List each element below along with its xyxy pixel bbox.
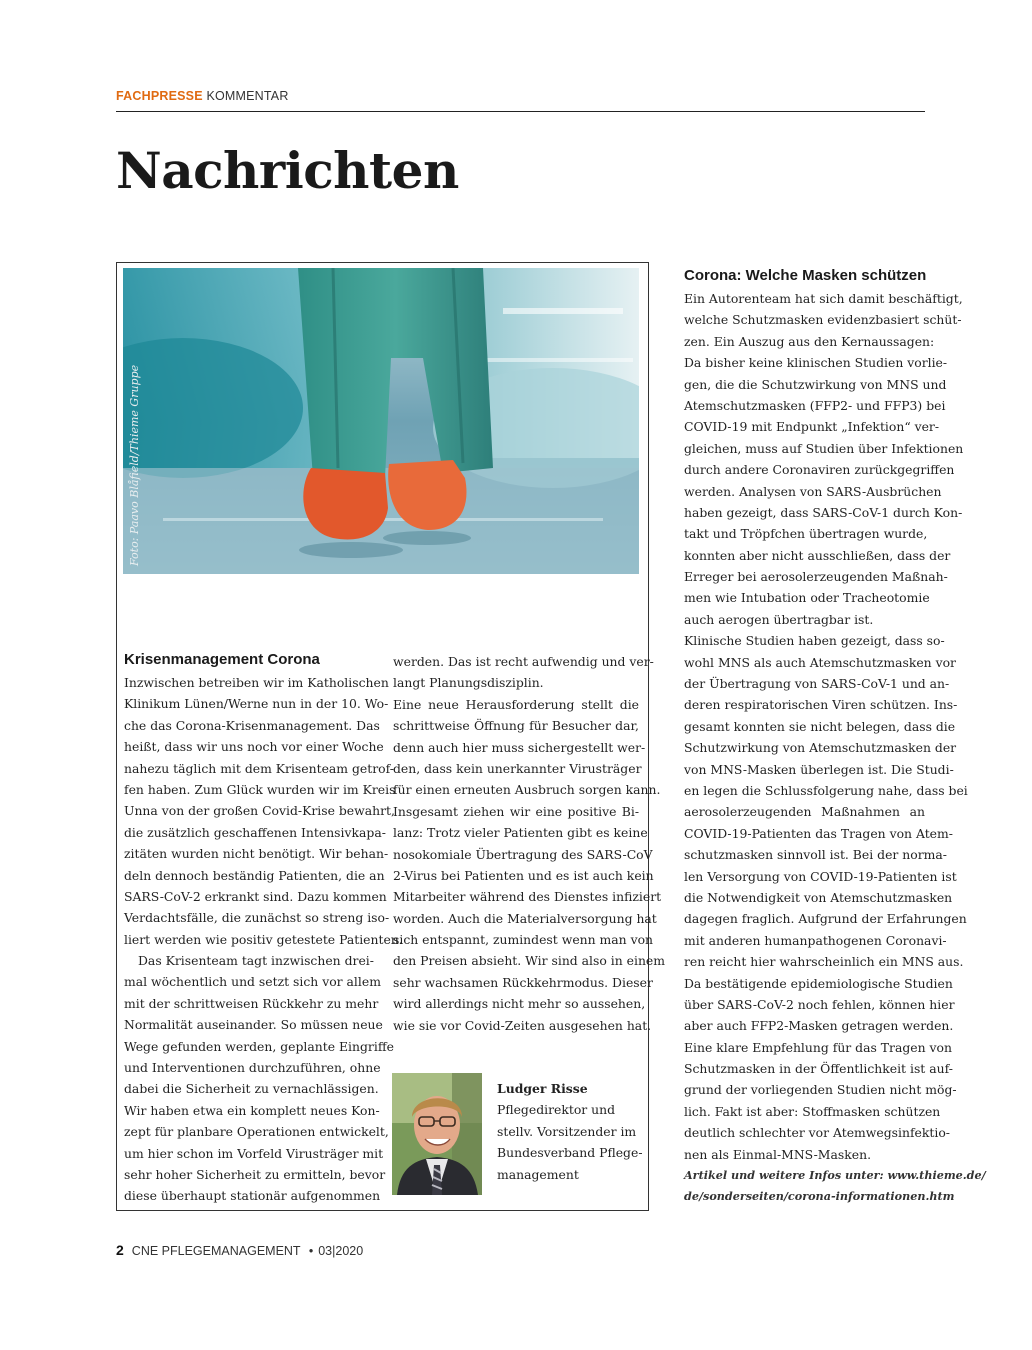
sidebar-line: deren respiratorischen Viren schützen. Ins- <box>684 697 958 713</box>
article-line: Verdachtsfälle, die zunächst so streng iso- <box>124 910 390 926</box>
article-line: Wege gefunden werden, geplante Eingriffe <box>124 1038 394 1054</box>
sidebar-line: schutzmasken sinnvoll ist. Bei der norma- <box>684 847 947 863</box>
article-line: liert werden wie positiv getestete Patienten. <box>124 931 403 947</box>
sidebar-line: men wie Intubation oder Tracheotomie <box>684 590 930 606</box>
author-role-line: Bundesverband Pflege- <box>497 1145 643 1161</box>
sidebar-line: durch andere Coronaviren zurückgegriffen <box>684 462 955 478</box>
author-name: Ludger Risse <box>497 1081 588 1096</box>
sidebar-line: konnten aber nicht ausschließen, dass der <box>684 547 951 563</box>
article-line: Insgesamt ziehen wir eine positive Bi- <box>393 803 639 819</box>
sidebar-line: der Übertragung von SARS-CoV-1 und an- <box>684 676 950 692</box>
sidebar-line: Da bisher keine klinischen Studien vorlie- <box>684 355 948 371</box>
article-line: schrittweise Öffnung für Besucher dar, <box>393 718 639 734</box>
sidebar-line: Schutzmasken in der Öffentlichkeit ist auf- <box>684 1061 953 1077</box>
page-title: Nachrichten <box>116 141 459 200</box>
section-header <box>116 86 925 112</box>
sidebar-line: über SARS-CoV-2 noch fehlen, können hier <box>684 996 955 1012</box>
author-role-line: Pflegedirektor und <box>497 1102 616 1118</box>
sidebar-line: COVID-19-Patienten das Tragen von Atem- <box>684 825 953 841</box>
issue-number: 03|2020 <box>318 1244 364 1258</box>
page-footer <box>116 1242 363 1258</box>
article-line: wird allerdings nicht mehr so aussehen, <box>393 996 646 1012</box>
article-line: für einen erneuten Ausbruch sorgen kann. <box>393 782 661 798</box>
article-line: nosokomiale Übertragung des SARS-CoV <box>393 846 653 862</box>
article-line: deln dennoch beständig Patienten, die an <box>124 867 385 883</box>
article-line: die zusätzlich geschaffenen Intensivkapa- <box>124 824 386 840</box>
sidebar-line: gesamt konnten sie nicht belegen, dass die <box>684 718 956 734</box>
sidebar-line: dagegen fraglich. Aufgrund der Erfahrungen <box>684 911 967 927</box>
article-line: che das Corona-Krisenmanagement. Das <box>124 717 380 733</box>
source-line: Artikel und weitere Infos unter: www.thieme.de/ <box>684 1168 986 1182</box>
article-line: dabei die Sicherheit zu vernachlässigen. <box>124 1081 379 1097</box>
sidebar-line: gen, die die Schutzwirkung von MNS und <box>684 376 947 392</box>
article-line: nahezu täglich mit dem Krisenteam getrof- <box>124 760 394 776</box>
sidebar-line: Eine klare Empfehlung für das Tragen von <box>684 1039 952 1055</box>
footer-separator: • <box>308 1244 314 1258</box>
article-line: Inzwischen betreiben wir im Katholischen <box>124 675 389 690</box>
article-line: diese überhaupt stationär aufgenommen <box>124 1188 381 1204</box>
sidebar-line: Erreger bei aerosolerzeugenden Maßnah- <box>684 569 948 585</box>
article-line: Wir haben etwa ein komplett neues Kon- <box>124 1102 380 1118</box>
sidebar-text <box>684 288 968 1165</box>
photo-credit: Foto: Paavo Blåfield/Thieme Gruppe <box>128 364 141 566</box>
sidebar-line: werden. Analysen von SARS-Ausbrüchen <box>684 483 942 499</box>
article-line: wie sie vor Covid-Zeiten ausgesehen hat. <box>393 1017 652 1033</box>
article-line: und Interventionen durchzuführen, ohne <box>124 1060 381 1076</box>
article-column-2 <box>393 651 666 1036</box>
sidebar-line: Ein Autorenteam hat sich damit beschäftigt, <box>684 291 963 306</box>
section-label <box>116 89 289 103</box>
article-line: zitäten wurden nicht benötigt. Wir behan- <box>124 846 389 862</box>
sidebar-line: len Versorgung von COVID-19-Patienten ist <box>684 868 957 884</box>
article-line: fen haben. Zum Glück wurden wir im Kreis <box>124 781 396 797</box>
sidebar-line: COVID-19 mit Endpunkt „Infektion“ ver- <box>684 419 940 435</box>
article-line: 2-Virus bei Patienten und es ist auch kein <box>393 867 654 883</box>
sidebar-source <box>684 1165 986 1208</box>
source-line: de/sonderseiten/corona-informationen.htm <box>684 1189 955 1204</box>
article-line: Klinikum Lünen/Werne nun in der 10. Wo- <box>124 696 389 712</box>
article-line: den, dass kein unerkannter Virusträger <box>393 760 642 776</box>
category-label: FACHPRESSE <box>116 89 203 103</box>
sidebar-line: die Notwendigkeit von Atemschutzmasken <box>684 889 953 905</box>
page-number: 2 <box>116 1242 124 1258</box>
article-line: Das Krisenteam tagt inzwischen drei- <box>138 953 374 969</box>
sidebar-line: aerosolerzeugenden Maßnahmen an <box>684 804 925 820</box>
article-line: Unna von der großen Covid-Krise bewahrt, <box>124 803 395 819</box>
sidebar-line: von MNS-Masken überlegen ist. Die Studi- <box>684 761 954 777</box>
author-info <box>497 1078 643 1185</box>
article-line: mit der schrittweisen Rückkehr zu mehr <box>124 995 379 1011</box>
article-line: mal wöchentlich und setzt sich vor allem <box>124 974 381 990</box>
sidebar-line: auch aerogen übertragbar ist. <box>684 611 874 627</box>
sidebar-line: grund der vorliegenden Studien nicht mög- <box>684 1082 957 1098</box>
author-role-line: management <box>497 1166 579 1182</box>
sidebar-line: Atemschutzmasken (FFP2- und FFP3) bei <box>684 397 946 413</box>
article-line: SARS-CoV-2 erkrankt sind. Dazu kommen <box>124 888 387 904</box>
article-line: Normalität auseinander. So müssen neue <box>124 1017 383 1033</box>
sidebar-line: Schutzwirkung von Atemschutzmasken der <box>684 740 957 756</box>
article-line: sich entspannt, zumindest wenn man von <box>393 932 654 948</box>
article-line: sehr hoher Sicherheit zu ermitteln, bevor <box>124 1166 386 1182</box>
sidebar-line: nen als Einmal-MNS-Masken. <box>684 1146 872 1162</box>
sidebar-line: zen. Ein Auszug aus den Kernaussagen: <box>684 333 935 349</box>
publication-name: CNE PFLEGEMANAGEMENT <box>131 1244 301 1258</box>
sidebar-line: aber auch FFP2-Masken getragen werden. <box>684 1018 954 1034</box>
article-line: Mitarbeiter während des Dienstes infiziert <box>393 889 662 905</box>
article-column-1 <box>124 672 403 1207</box>
sidebar-line: gleichen, muss auf Studien über Infektionen <box>684 440 964 456</box>
article-line: den Preisen absieht. Wir sind also in einem <box>393 953 666 969</box>
sidebar-line: wohl MNS als auch Atemschutzmasken vor <box>684 654 956 670</box>
sidebar-line: en legen die Schlussfolgerung nahe, dass bei <box>684 782 968 798</box>
article-line: langt Planungsdisziplin. <box>393 675 544 691</box>
article-line: Eine neue Herausforderung stellt die <box>393 696 639 712</box>
sidebar-line: takt und Tröpfchen übertragen wurde, <box>684 526 928 542</box>
sidebar-heading: Corona: Welche Masken schützen <box>684 267 927 284</box>
sidebar-line: Da bestätigende epidemiologische Studien <box>684 975 953 991</box>
article-line: zept für planbare Operationen entwickelt, <box>124 1124 389 1140</box>
sidebar-line: mit anderen humanpathogenen Coronavi- <box>684 932 947 948</box>
sidebar-line: lich. Fakt ist aber: Stoffmasken schützen <box>684 1103 941 1119</box>
article-line: sehr wachsamen Rückkehrmodus. Dieser <box>393 974 653 990</box>
article-heading: Krisenmanagement Corona <box>124 651 320 668</box>
sidebar-line: Klinische Studien haben gezeigt, dass so- <box>684 633 945 649</box>
article-line: werden. Das ist recht aufwendig und ver- <box>393 654 654 669</box>
sidebar-line: deutlich schlechter vor Atemwegsinfektio- <box>684 1125 950 1141</box>
sidebar-line: haben gezeigt, dass SARS-CoV-1 durch Kon- <box>684 504 963 520</box>
article-line: denn auch hier muss sichergestellt wer- <box>393 739 646 755</box>
article-photo <box>123 268 639 574</box>
sidebar-line: ren reicht hier wahrscheinlich ein MNS aus. <box>684 954 964 970</box>
article-line: lanz: Trotz vieler Patienten gibt es keine <box>393 825 648 841</box>
article-line: um hier schon im Vorfeld Virusträger mit <box>124 1145 384 1161</box>
subcategory-label: KOMMENTAR <box>206 89 289 103</box>
author-role-line: stellv. Vorsitzender im <box>497 1123 637 1139</box>
sidebar-line: welche Schutzmasken evidenzbasiert schüt- <box>684 312 962 328</box>
article-line: heißt, dass wir uns noch vor einer Woche <box>124 739 384 755</box>
author-portrait <box>392 1073 482 1195</box>
article-line: worden. Auch die Materialversorgung hat <box>393 910 657 926</box>
